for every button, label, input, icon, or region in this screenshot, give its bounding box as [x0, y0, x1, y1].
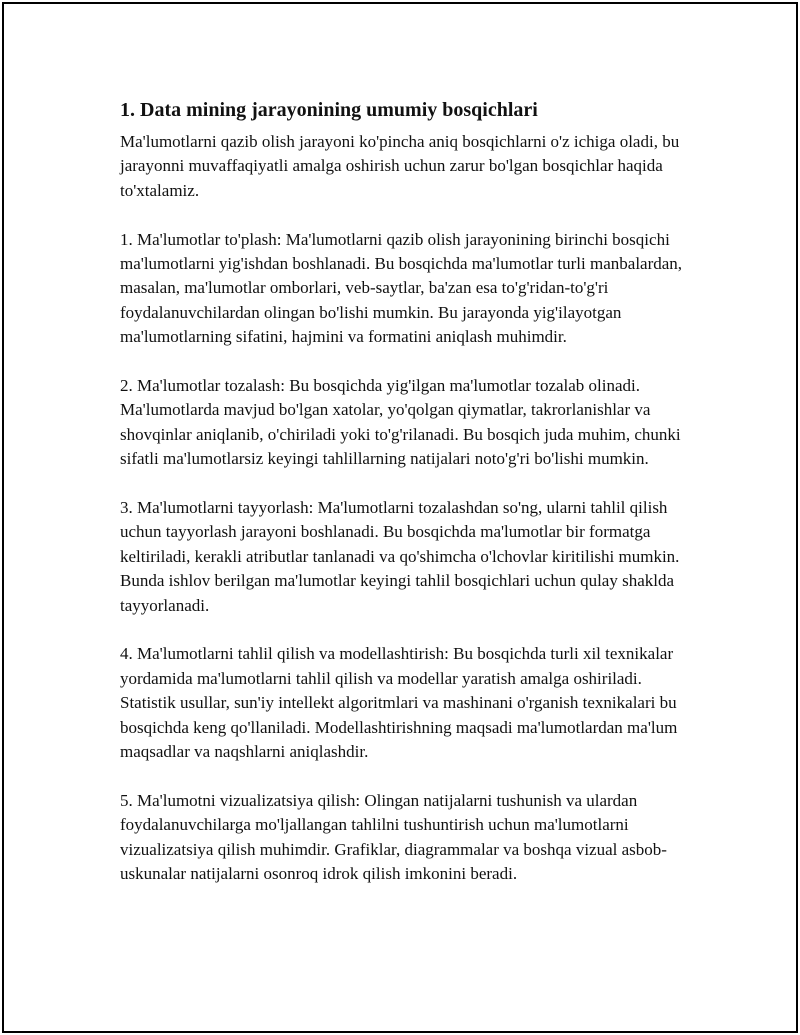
step-3-paragraph: 3. Ma'lumotlarni tayyorlash: Ma'lumotlarni tozalashdan so'ng, ularni tahlil qilish uchun tayyorlash jarayoni boshlanadi. Bu bosqichda ma'lumotlar bir formatga keltiriladi, kerakli atributlar tanlanadi va qo'shimcha o'lchovlar kiritilishi mumkin. Bunda ishlov berilgan ma'lumotlar keyingi tahlil bosqichlari uchun qulay shaklda tayyorlanadi. — [120, 498, 680, 615]
step-2-paragraph: 2. Ma'lumotlar tozalash: Bu bosqichda yig'ilgan ma'lumotlar tozalab olinadi. Ma'lumotlarda mavjud bo'lgan xatolar, yo'qolgan qiymatlar, takrorlanishlar va shovqinlar aniqlanib, o'chiriladi yoki to'g'rilanadi. Bu bosqich juda muhim, chunki sifatli ma'lumotlarsiz keyingi tahlillarning natijalari noto'g'ri bo'lishi mumkin. — [120, 376, 681, 469]
document-title: 1. Data mining jarayonining umumiy bosqichlari — [120, 99, 538, 121]
page-frame — [2, 2, 798, 1033]
document-body — [120, 96, 700, 911]
intro-paragraph: Ma'lumotlarni qazib olish jarayoni ko'pincha aniq bosqichlarni o'z ichiga oladi, bu jarayonni muvaffaqiyatli amalga oshirish uchun zarur bo'lgan bosqichlar haqida to'xtalamiz. — [120, 132, 680, 200]
step-4-paragraph: 4. Ma'lumotlarni tahlil qilish va modellashtirish: Bu bosqichda turli xil texnikalar yordamida ma'lumotlarni tahlil qilish va modellar yaratish amalga oshiriladi. Statistik usullar, sun'iy intellekt algoritmlari va mashinani o'rganish texnikalari bu bosqichda keng qo'llaniladi. Modellashtirishning maqsadi ma'lumotlardan ma'lum maqsadlar va naqshlarni aniqlashdir. — [120, 644, 678, 762]
step-1-paragraph: 1. Ma'lumotlar to'plash: Ma'lumotlarni qazib olish jarayonining birinchi bosqichi ma'lumotlarni yig'ishdan boshlanadi. Bu bosqichda ma'lumotlar turli manbalardan, masalan, ma'lumotlar omborlari, veb-saytlar, ba'zan esa to'g'ridan-to'g'ri foydalanuvchilardan olingan bo'lishi mumkin. Bu jarayonda yig'ilayotgan ma'lumotlarning sifatini, hajmini va formatini aniqlash muhimdir. — [120, 229, 683, 347]
step-5-paragraph: 5. Ma'lumotni vizualizatsiya qilish: Olingan natijalarni tushunish va ulardan foydalanuvchilarga mo'ljallangan tahlilni tushuntirish uchun ma'lumotlarni vizualizatsiya qilish muhimdir. Grafiklar, diagrammalar va boshqa vizual asbob-uskunalar natijalarni osonroq idrok qilish imkonini beradi. — [120, 790, 667, 884]
